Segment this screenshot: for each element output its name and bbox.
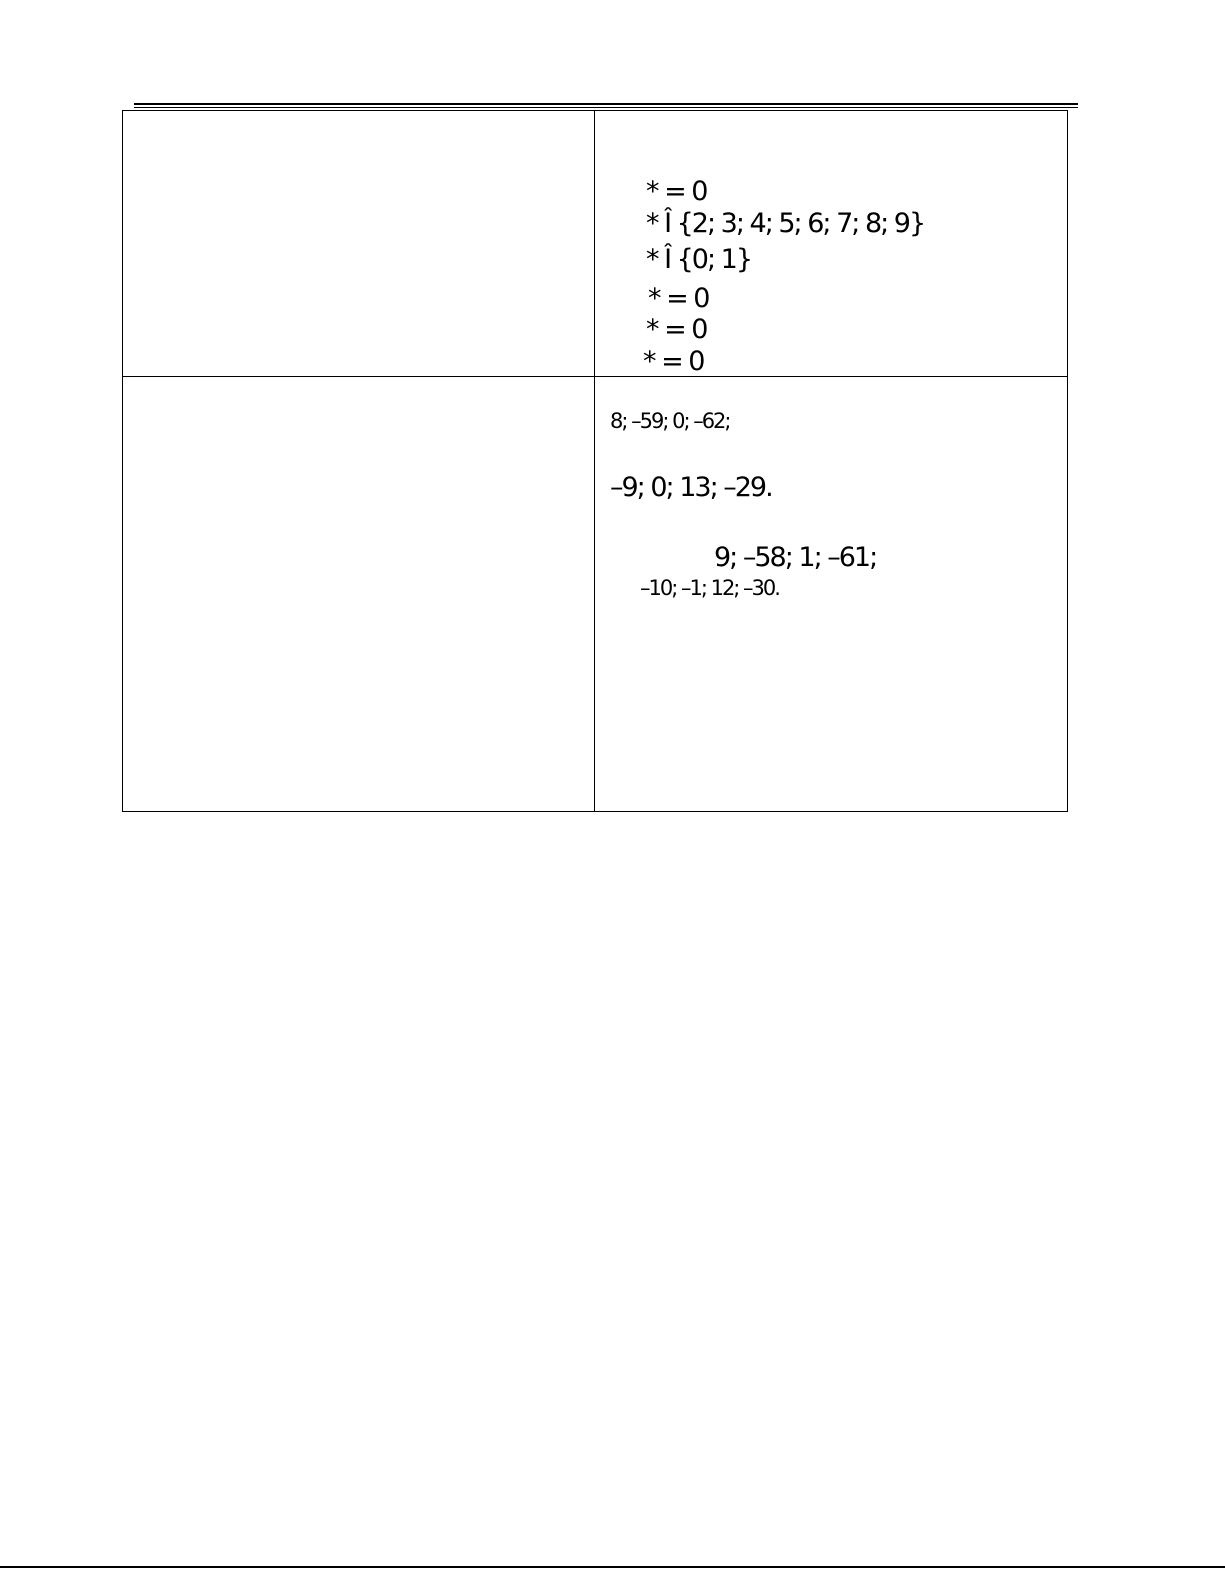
content-table bbox=[122, 110, 1068, 812]
table-column-divider bbox=[594, 110, 595, 812]
math-line: * Î {0; 1} bbox=[646, 244, 752, 275]
math-line: –10; –1; 12; –30. bbox=[640, 576, 779, 600]
math-line: * = 0 bbox=[646, 314, 707, 345]
math-line: * = 0 bbox=[646, 176, 707, 207]
math-line: * = 0 bbox=[643, 346, 704, 377]
math-line: –9; 0; 13; –29. bbox=[610, 472, 772, 503]
math-line: * = 0 bbox=[648, 283, 709, 314]
bottom-rule bbox=[0, 1566, 1225, 1568]
math-line: 9; –58; 1; –61; bbox=[714, 542, 877, 573]
math-line: * Î {2; 3; 4; 5; 6; 7; 8; 9} bbox=[646, 208, 925, 239]
header-rule bbox=[134, 103, 1078, 108]
table-row-divider bbox=[122, 376, 1068, 377]
math-line: 8; –59; 0; –62; bbox=[610, 409, 730, 433]
